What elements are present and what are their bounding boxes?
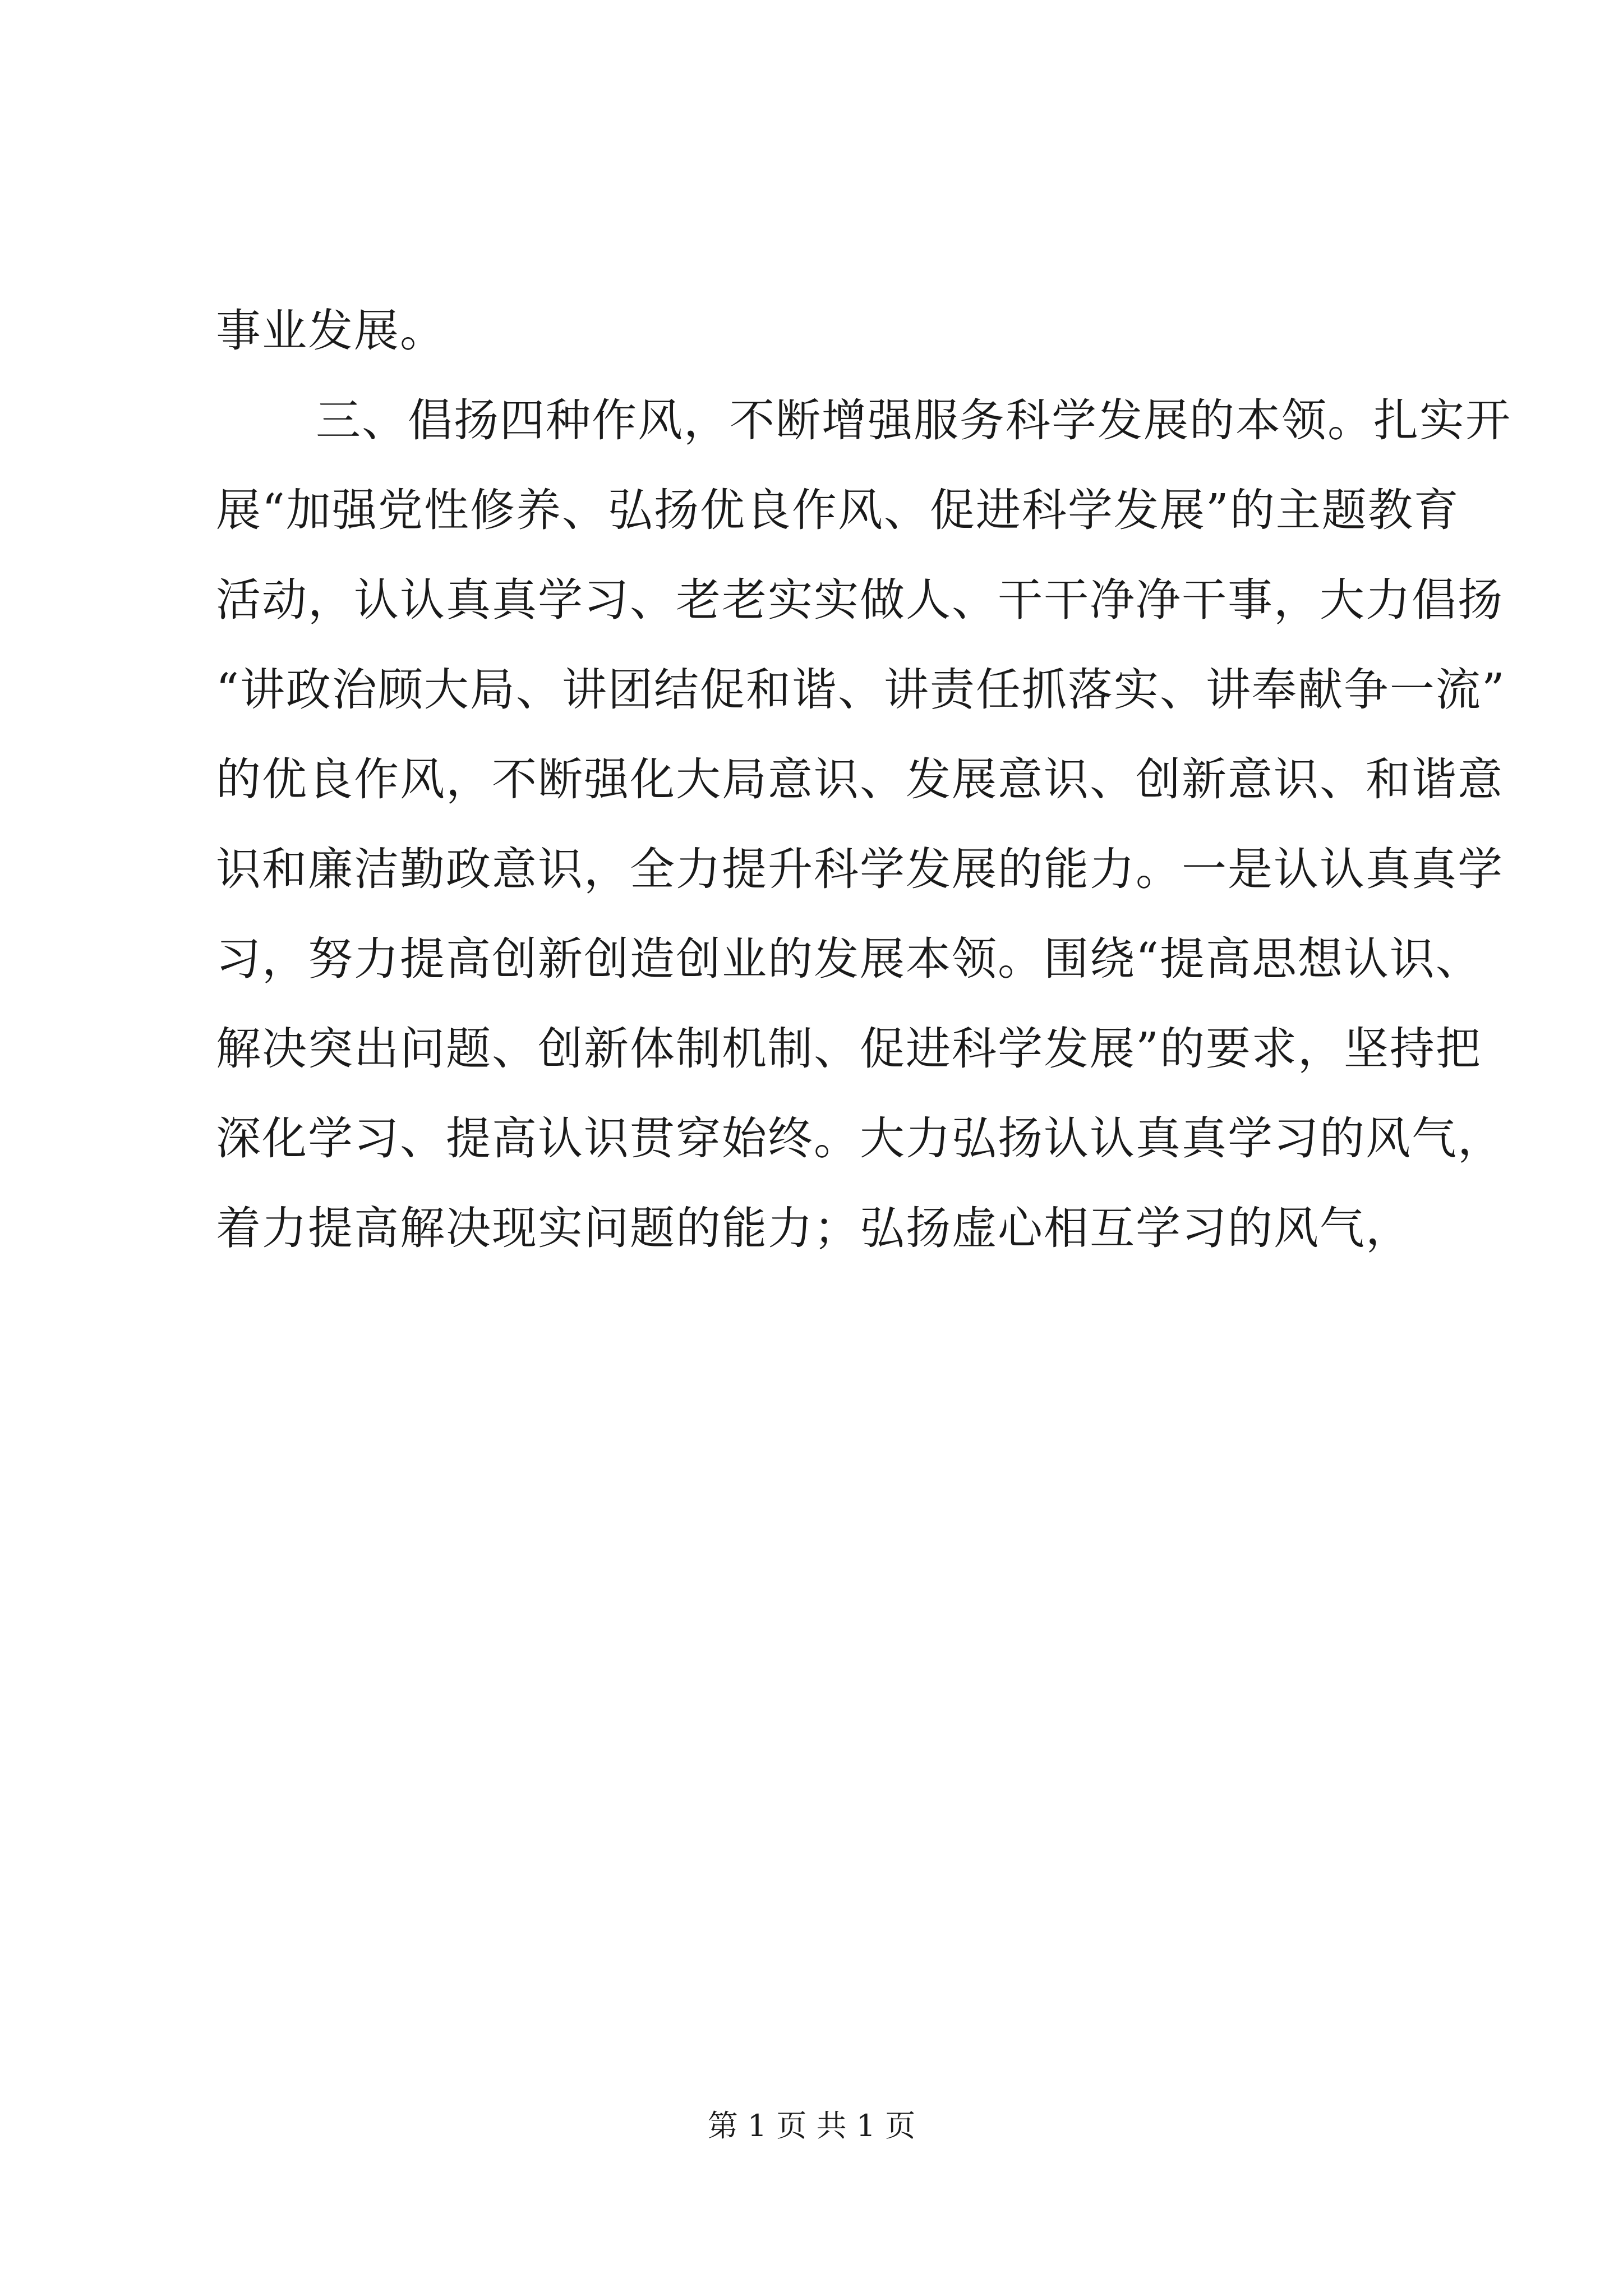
paragraph-line: 深化学习、提高认识贯穿始终。大力弘扬认认真真学习的风气，	[216, 1112, 1504, 1165]
paragraph-line: “讲政治顾大局、讲团结促和谐、讲责任抓落实、讲奉献争一流”	[216, 664, 1506, 716]
paragraph-line: 识和廉洁勤政意识，全力提升科学发展的能力。一是认认真真学	[216, 843, 1504, 895]
paragraph-line: 三、倡扬四种作风，不断增强服务科学发展的本领。扎实开	[316, 394, 1511, 447]
page-number-footer: 第 1 页 共 1 页	[707, 2108, 916, 2143]
paragraph-line: 活动，认认真真学习、老老实实做人、干干净净干事，大力倡扬	[216, 574, 1504, 626]
paragraph-line: 展“加强党性修养、弘扬优良作风、促进科学发展”的主题教育	[216, 484, 1460, 536]
paragraph-line: 的优良作风，不断强化大局意识、发展意识、创新意识、和谐意	[216, 753, 1504, 806]
paragraph-line: 习，努力提高创新创造创业的发展本领。围绕“提高思想认识、	[216, 933, 1482, 985]
paragraph-line: 事业发展。	[216, 305, 446, 357]
paragraph-line: 着力提高解决现实问题的能力；弘扬虚心相互学习的风气，	[216, 1202, 1412, 1254]
paragraph-line: 解决突出问题、创新体制机制、促进科学发展”的要求，坚持把	[216, 1023, 1482, 1075]
